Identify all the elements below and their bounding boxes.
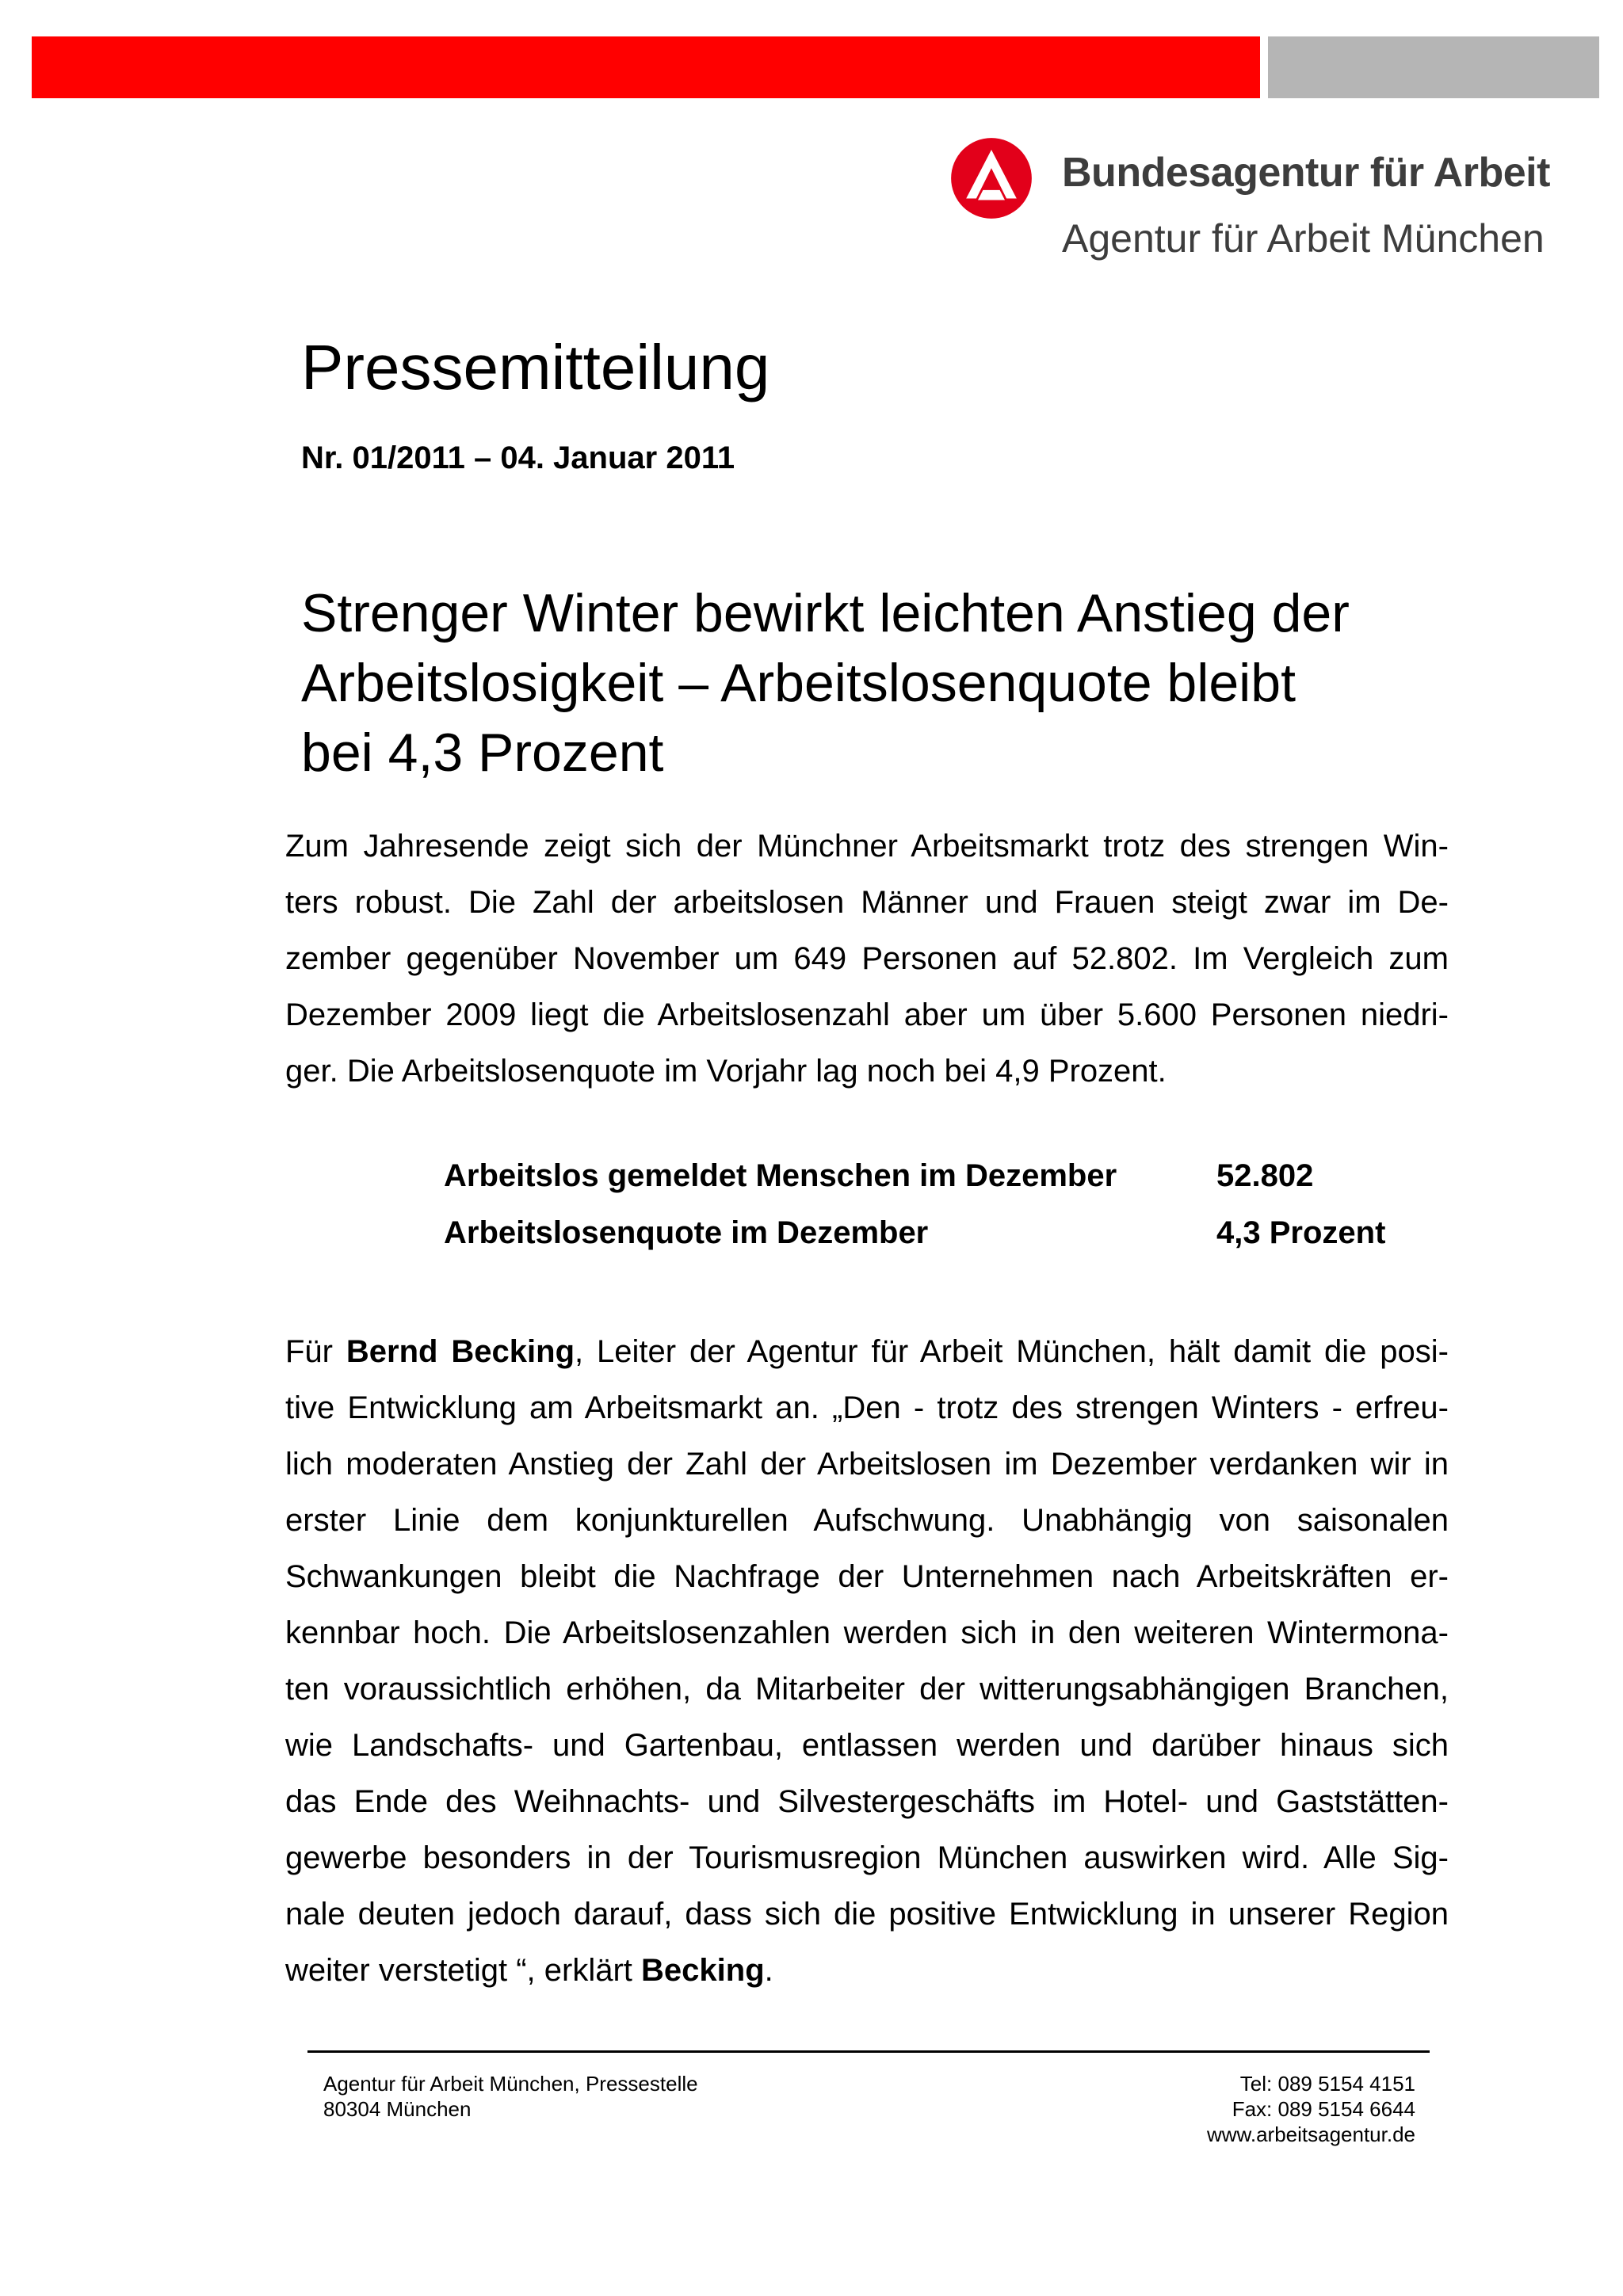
header-red-bar xyxy=(32,36,1260,98)
key-figure-label: Arbeitslosenquote im Dezember xyxy=(444,1215,929,1250)
document-type: Pressemitteilung xyxy=(301,332,770,402)
footer-divider xyxy=(307,2050,1430,2053)
closing-name: Becking xyxy=(641,1953,765,1988)
headline-line: bei 4,3 Prozent xyxy=(301,723,664,783)
paragraph-line: zember gegenüber November um 649 Personen auf 52.802. Im Vergleich zum xyxy=(285,941,1449,976)
key-figure-value: 4,3 Prozent xyxy=(1216,1215,1386,1250)
org-name: Bundesagentur für Arbeit xyxy=(1062,150,1550,196)
footer-fax: Fax: 089 5154 6644 xyxy=(1232,2097,1415,2121)
paragraph-line: lich moderaten Anstieg der Zahl der Arbeitslosen im Dezember verdanken wir in xyxy=(285,1447,1449,1482)
paragraph-line: kennbar hoch. Die Arbeitslosenzahlen werden sich in den weiteren Wintermona- xyxy=(285,1615,1449,1650)
paragraph-line: Zum Jahresende zeigt sich der Münchner Arbeitsmarkt trotz des strengen Win- xyxy=(285,829,1449,864)
text-run: Für xyxy=(285,1334,346,1369)
footer-address xyxy=(323,2071,698,2122)
footer-tel: Tel: 089 5154 4151 xyxy=(1239,2072,1415,2096)
office-name: Agentur für Arbeit München xyxy=(1062,216,1545,261)
key-figures xyxy=(444,1158,1474,1272)
paragraph-line: ten voraussichtlich erhöhen, da Mitarbeiter der witterungsabhängigen Branchen, xyxy=(285,1672,1449,1707)
paragraph-line: Dezember 2009 liegt die Arbeitslosenzahl aber um über 5.600 Personen niedri- xyxy=(285,997,1449,1032)
intro-paragraph xyxy=(285,818,1449,1100)
footer-office: Agentur für Arbeit München, Pressestelle xyxy=(323,2072,698,2096)
key-figure-row xyxy=(444,1215,1474,1272)
key-figure-value: 52.802 xyxy=(1216,1158,1314,1193)
text-run: . xyxy=(764,1953,773,1988)
paragraph-line: erster Linie dem konjunkturellen Aufschwung. Unabhängig von saisonalen xyxy=(285,1503,1449,1538)
paragraph-line xyxy=(285,1943,1449,1999)
text-run: , Leiter der Agentur für Arbeit München, hält damit die posi- xyxy=(575,1334,1449,1369)
bundesagentur-logo-icon xyxy=(949,136,1033,220)
footer-city: 80304 München xyxy=(323,2097,472,2121)
paragraph-line: wie Landschafts- und Gartenbau, entlassen werden und darüber hinaus sich xyxy=(285,1728,1449,1763)
key-figure-row xyxy=(444,1158,1474,1215)
header-grey-bar xyxy=(1268,36,1599,98)
headline xyxy=(301,578,1458,788)
paragraph-line: Schwankungen bleibt die Nachfrage der Unternehmen nach Arbeitskräften er- xyxy=(285,1559,1449,1594)
paragraph-line: nale deuten jedoch darauf, dass sich die positive Entwicklung in unserer Region xyxy=(285,1897,1449,1932)
footer-contact xyxy=(1207,2071,1415,2147)
paragraph-line: das Ende des Weihnachts- und Silvestergeschäfts im Hotel- und Gaststätten- xyxy=(285,1784,1449,1819)
paragraph-line: ters robust. Die Zahl der arbeitslosen Männer und Frauen steigt zwar im De- xyxy=(285,885,1449,920)
paragraph-line xyxy=(285,1324,1449,1380)
text-run: weiter verstetigt “, erklärt xyxy=(285,1953,642,1988)
person-name: Bernd Becking xyxy=(346,1334,575,1369)
paragraph-line: tive Entwicklung am Arbeitsmarkt an. „Den - trotz des strengen Winters - erfreu- xyxy=(285,1390,1449,1425)
footer-website-link[interactable]: www.arbeitsagentur.de xyxy=(1206,2122,1415,2146)
paragraph-line: gewerbe besonders in der Tourismusregion München auswirken wird. Alle Sig- xyxy=(285,1840,1449,1875)
document-number-date: Nr. 01/2011 – 04. Januar 2011 xyxy=(301,441,735,475)
headline-line: Arbeitslosigkeit – Arbeitslosenquote bleibt xyxy=(301,653,1296,713)
statement-paragraph xyxy=(285,1324,1449,1999)
key-figure-label: Arbeitslos gemeldet Menschen im Dezember xyxy=(444,1158,1117,1193)
paragraph-line: ger. Die Arbeitslosenquote im Vorjahr lag noch bei 4,9 Prozent. xyxy=(285,1054,1167,1089)
headline-line: Strenger Winter bewirkt leichten Anstieg der xyxy=(301,583,1350,643)
